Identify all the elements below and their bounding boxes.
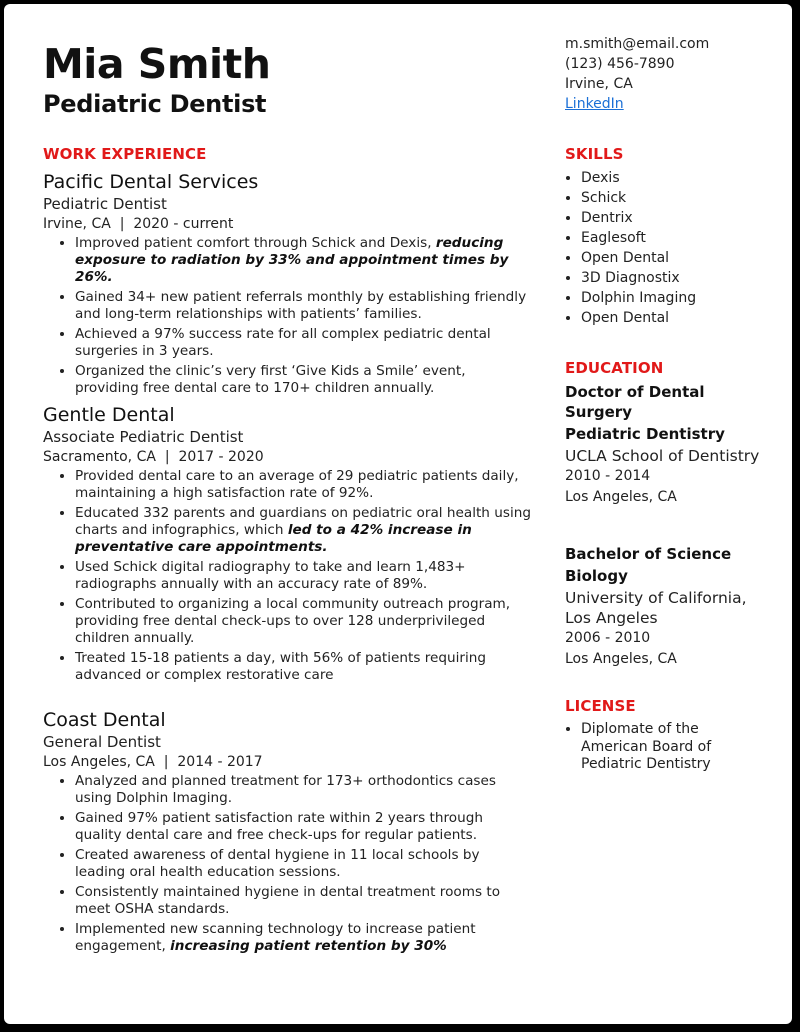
skill-item: • Schick bbox=[581, 188, 765, 208]
skills-heading: SKILLS bbox=[565, 145, 624, 163]
list-item: • Gained 97% patient satisfaction rate within 2 years through quality dental care and free check-ups for regular patients. bbox=[75, 810, 533, 844]
candidate-name: Mia Smith bbox=[43, 40, 271, 88]
school-name: University of California, Los Angeles bbox=[565, 589, 747, 627]
job-bullets bbox=[43, 235, 533, 397]
contact-block bbox=[565, 34, 709, 114]
degree-name: Doctor of Dental Surgery bbox=[565, 383, 705, 421]
contact-email[interactable]: m.smith@email.com bbox=[565, 36, 710, 52]
list-item: • Achieved a 97% success rate for all complex pediatric dental surgeries in 3 years. bbox=[75, 326, 533, 360]
skills-section bbox=[565, 168, 765, 328]
skill-item: • Open Dental bbox=[581, 308, 765, 328]
contact-location: Irvine, CA bbox=[565, 76, 633, 92]
degree-name: Bachelor of Science bbox=[565, 545, 732, 563]
work-experience-heading: WORK EXPERIENCE bbox=[43, 145, 207, 163]
education-heading: EDUCATION bbox=[565, 359, 664, 377]
list-item: • Analyzed and planned treatment for 173+ orthodontics cases using Dolphin Imaging. bbox=[75, 773, 533, 807]
list-item: • Contributed to organizing a local community outreach program, providing free dental check-ups to over 128 underprivileged children annually. bbox=[75, 596, 533, 647]
company-name: Gentle Dental bbox=[43, 404, 175, 426]
license-section bbox=[565, 721, 740, 774]
job-role: Associate Pediatric Dentist bbox=[43, 428, 244, 446]
job-entry bbox=[43, 403, 533, 687]
education-years: 2010 - 2014 bbox=[565, 468, 651, 484]
job-meta: Sacramento, CA | 2017 - 2020 bbox=[43, 449, 264, 465]
resume-page bbox=[4, 4, 792, 1024]
list-item: • Improved patient comfort through Schick and Dexis, reducing exposure to radiation by 33% and appointment times by 26%. bbox=[75, 235, 533, 286]
company-name: Coast Dental bbox=[43, 709, 166, 731]
list-item: • Used Schick digital radiography to take and learn 1,483+ radiographs annually with an accuracy rate of 89%. bbox=[75, 559, 533, 593]
list-item: • Organized the clinic’s very first ‘Give Kids a Smile’ event, providing free dental care to 170+ children annually. bbox=[75, 363, 533, 397]
license-list bbox=[565, 721, 740, 774]
license-heading: LICENSE bbox=[565, 697, 636, 715]
skill-item: • Eaglesoft bbox=[581, 228, 765, 248]
job-entry bbox=[43, 708, 533, 958]
education-location: Los Angeles, CA bbox=[565, 489, 677, 505]
list-item: • Educated 332 parents and guardians on pediatric oral health using charts and infographics, which led to a 42% increase in preventative care appointments. bbox=[75, 505, 533, 556]
skill-item: • Dolphin Imaging bbox=[581, 288, 765, 308]
job-role: Pediatric Dentist bbox=[43, 195, 167, 213]
job-role: General Dentist bbox=[43, 733, 161, 751]
list-item: • Gained 34+ new patient referrals monthly by establishing friendly and long-term relationships with patients’ families. bbox=[75, 289, 533, 323]
license-item: • Diplomate of the American Board of Pediatric Dentistry bbox=[581, 721, 740, 774]
list-item: • Consistently maintained hygiene in dental treatment rooms to meet OSHA standards. bbox=[75, 884, 533, 918]
education-location: Los Angeles, CA bbox=[565, 651, 677, 667]
list-item: • Provided dental care to an average of 29 pediatric patients daily, maintaining a high satisfaction rate of 92%. bbox=[75, 468, 533, 502]
linkedin-link[interactable]: LinkedIn bbox=[565, 96, 624, 112]
contact-phone: (123) 456-7890 bbox=[565, 56, 675, 72]
list-item: • Implemented new scanning technology to increase patient engagement, increasing patient retention by 30% bbox=[75, 921, 533, 955]
skills-list bbox=[565, 168, 765, 328]
candidate-title: Pediatric Dentist bbox=[43, 90, 267, 118]
degree-field: Pediatric Dentistry bbox=[565, 425, 725, 443]
school-name: UCLA School of Dentistry bbox=[565, 447, 760, 465]
education-entry bbox=[565, 382, 760, 508]
job-meta: Irvine, CA | 2020 - current bbox=[43, 216, 234, 232]
skill-item: • Dexis bbox=[581, 168, 765, 188]
skill-item: • 3D Diagnostix bbox=[581, 268, 765, 288]
education-years: 2006 - 2010 bbox=[565, 630, 651, 646]
company-name: Pacific Dental Services bbox=[43, 171, 259, 193]
skill-item: • Dentrix bbox=[581, 208, 765, 228]
job-bullets bbox=[43, 468, 533, 684]
education-entry bbox=[565, 544, 760, 670]
list-item: • Created awareness of dental hygiene in 11 local schools by leading oral health education sessions. bbox=[75, 847, 533, 881]
job-bullets bbox=[43, 773, 533, 955]
job-entry bbox=[43, 170, 533, 400]
list-item: • Treated 15-18 patients a day, with 56% of patients requiring advanced or complex restorative care bbox=[75, 650, 533, 684]
skill-item: • Open Dental bbox=[581, 248, 765, 268]
job-meta: Los Angeles, CA | 2014 - 2017 bbox=[43, 754, 263, 770]
degree-field: Biology bbox=[565, 567, 628, 585]
